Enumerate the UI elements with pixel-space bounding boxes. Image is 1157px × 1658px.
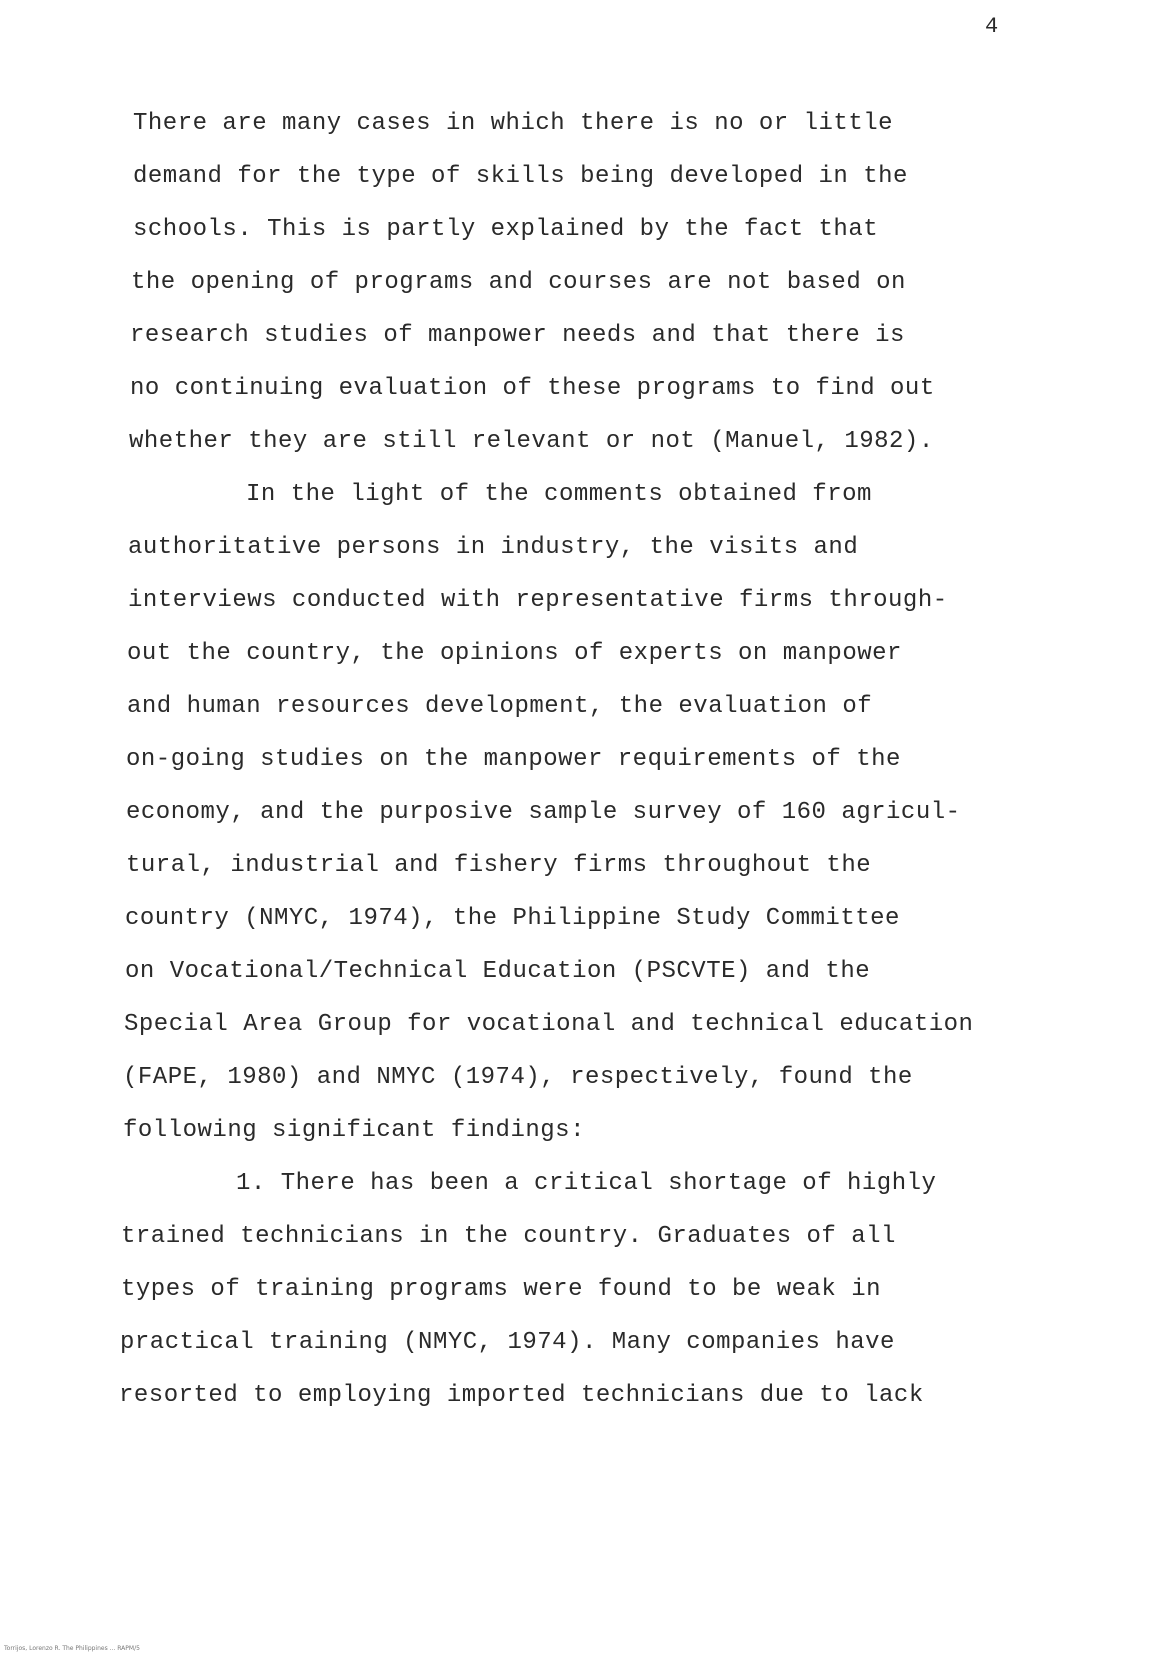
text-line: the opening of programs and courses are not based on	[131, 269, 906, 296]
text-line: on-going studies on the manpower requirements of the	[126, 746, 901, 773]
text-line: Special Area Group for vocational and technical education	[124, 1011, 974, 1038]
text-line: resorted to employing imported technicians due to lack	[119, 1382, 924, 1409]
text-line: In the light of the comments obtained from	[246, 481, 872, 508]
text-line: 1. There has been a critical shortage of highly	[236, 1170, 937, 1197]
text-line: whether they are still relevant or not (Manuel, 1982).	[129, 428, 934, 455]
text-line: country (NMYC, 1974), the Philippine Study Committee	[125, 905, 900, 932]
text-line: types of training programs were found to be weak in	[121, 1276, 882, 1303]
text-line: There are many cases in which there is no or little	[133, 110, 894, 137]
page-number: 4	[985, 14, 999, 39]
text-line: schools. This is partly explained by the fact that	[133, 216, 879, 243]
text-line: out the country, the opinions of experts on manpower	[127, 640, 902, 667]
text-line: trained technicians in the country. Graduates of all	[121, 1223, 896, 1250]
text-line: demand for the type of skills being developed in the	[133, 163, 908, 190]
footer-note: Torrijos, Lorenzo R. The Philippines ... RAPM/5	[4, 1645, 140, 1652]
text-line: interviews conducted with representative firms through-	[128, 587, 948, 614]
text-line: no continuing evaluation of these programs to find out	[130, 375, 935, 402]
text-line: (FAPE, 1980) and NMYC (1974), respectively, found the	[123, 1064, 913, 1091]
text-line: authoritative persons in industry, the visits and	[128, 534, 859, 561]
text-line: tural, industrial and fishery firms throughout the	[126, 852, 872, 879]
text-line: practical training (NMYC, 1974). Many companies have	[120, 1329, 895, 1356]
text-line: economy, and the purposive sample survey of 160 agricul-	[126, 799, 961, 826]
text-line: on Vocational/Technical Education (PSCVTE) and the	[125, 958, 871, 985]
text-line: and human resources development, the evaluation of	[127, 693, 873, 720]
text-line: research studies of manpower needs and that there is	[130, 322, 905, 349]
text-line: following significant findings:	[123, 1117, 585, 1144]
